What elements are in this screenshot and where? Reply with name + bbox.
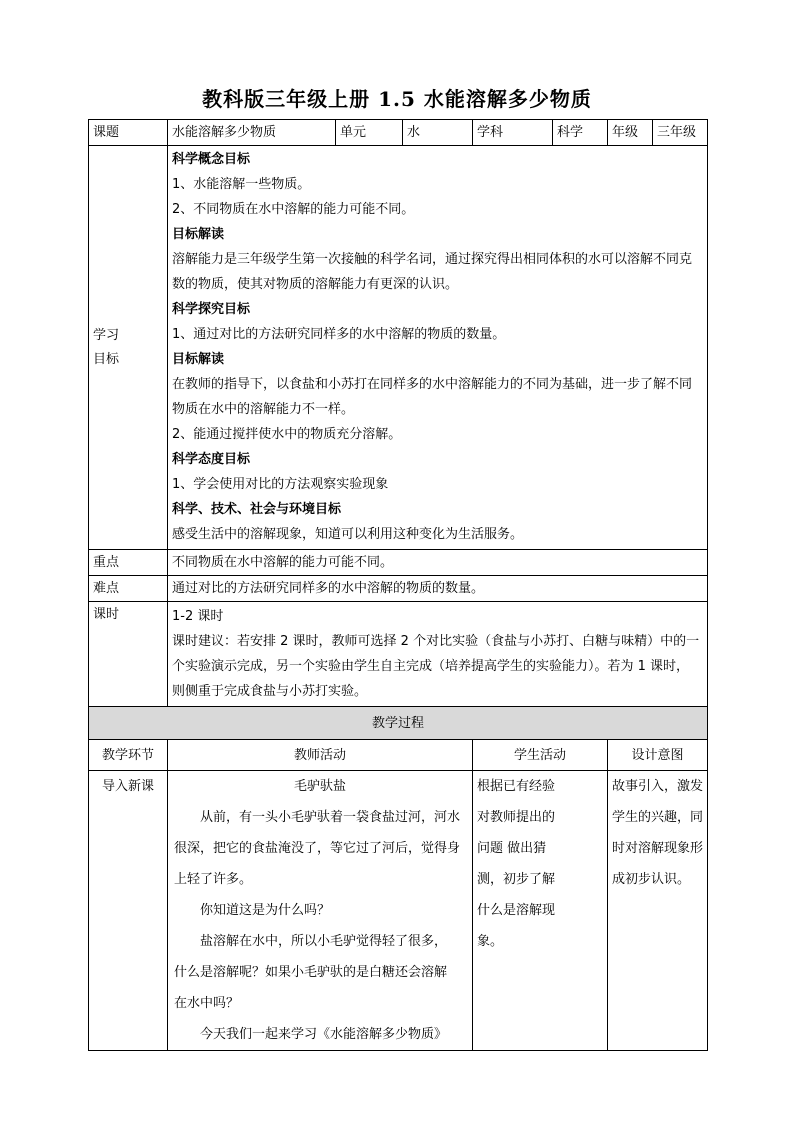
periods-line: 个实验演示完成，另一个实验由学生自主完成（培养提高学生的实验能力）。若为 1 课时，	[172, 659, 690, 674]
objective-line: 1、水能溶解一些物质。	[172, 177, 311, 192]
periods-line: 则侧重于完成食盐与小苏打实验。	[172, 684, 368, 699]
objective-line: 数的物质，使其对物质的溶解能力有更深的认识。	[172, 277, 459, 292]
process-header-student: 学生活动	[473, 740, 608, 771]
objective-line: 感受生活中的溶解现象，知道可以利用这种变化为生活服务。	[172, 527, 524, 542]
objective-line: 1、通过对比的方法研究同样多的水中溶解的物质的数量。	[172, 327, 506, 342]
objectives-label-line: 目标	[93, 351, 120, 367]
teacher-activity-line: 上轻了许多。	[174, 872, 253, 887]
teacher-activity-line: 什么是溶解呢？如果小毛驴驮的是白糖还会溶解	[174, 965, 448, 980]
objectives-label	[89, 146, 168, 550]
student-activity-line: 测，初步了解	[477, 872, 556, 887]
objectives-content	[168, 146, 708, 550]
periods-line: 1-2 课时	[172, 609, 224, 624]
objective-line: 目标解读	[172, 227, 225, 242]
periods-row	[89, 602, 708, 707]
lesson-label: 课题	[89, 120, 168, 146]
document-title: 教科版三年级上册 1.5 水能溶解多少物质	[202, 87, 592, 111]
objectives-label-line: 学习	[93, 327, 120, 343]
difficulty-label: 难点	[89, 576, 168, 602]
teacher-activity	[168, 771, 473, 1051]
design-intent	[608, 771, 708, 1051]
teacher-activity-line: 从前，有一头小毛驴驮着一袋食盐过河，河水	[200, 810, 461, 825]
unit-label: 单元	[336, 120, 403, 146]
objective-line: 溶解能力是三年级学生第一次接触的科学名词，通过探究得出相同体积的水可以溶解不同克	[172, 252, 693, 267]
process-header-teacher: 教师活动	[168, 740, 473, 771]
key-point-row	[89, 550, 708, 576]
student-activity-line: 根据已有经验	[477, 779, 556, 794]
design-intent-line: 成初步认识。	[612, 872, 691, 887]
difficulty-row	[89, 576, 708, 602]
lesson-value: 水能溶解多少物质	[168, 120, 336, 146]
teacher-activity-line: 很深，把它的食盐淹没了，等它过了河后，觉得身	[174, 841, 461, 856]
student-activity-line: 对教师提出的	[477, 810, 556, 825]
periods-label: 课时	[89, 602, 168, 707]
objective-line: 科学、技术、社会与环境目标	[172, 502, 342, 517]
periods-content	[168, 602, 708, 707]
objective-line: 物质在水中的溶解能力不一样。	[172, 402, 355, 417]
subject-label: 学科	[473, 120, 553, 146]
lesson-plan-table	[88, 119, 708, 1051]
teacher-activity-line: 盐溶解在水中，所以小毛驴觉得轻了很多，	[200, 934, 448, 949]
process-header-intent: 设计意图	[608, 740, 708, 771]
design-intent-line: 故事引入，激发	[612, 779, 704, 794]
header-row	[89, 120, 708, 146]
teacher-activity-line: 在水中吗？	[174, 996, 240, 1011]
periods-line: 课时建议：若安排 2 课时，教师可选择 2 个对比实验（食盐与小苏打、白糖与味精）中的一	[172, 634, 700, 649]
process-header-stage: 教学环节	[89, 740, 168, 771]
objectives-row	[89, 146, 708, 550]
design-intent-line: 学生的兴趣，同	[612, 810, 704, 825]
grade-label: 年级	[608, 120, 653, 146]
student-activity-line: 什么是溶解现	[477, 903, 556, 918]
teacher-activity-line: 今天我们一起来学习《水能溶解多少物质》	[200, 1027, 448, 1042]
process-section-title: 教学过程	[89, 707, 708, 740]
objective-line: 1、学会使用对比的方法观察实验现象	[172, 477, 389, 492]
objective-line: 科学态度目标	[172, 452, 251, 467]
objective-line: 科学探究目标	[172, 302, 251, 317]
difficulty-value: 通过对比的方法研究同样多的水中溶解的物质的数量。	[168, 576, 708, 602]
process-row-intro	[89, 771, 708, 1051]
process-header-row	[89, 740, 708, 771]
student-activity-line: 问题 做出猜	[477, 841, 547, 856]
teacher-activity-line: 你知道这是为什么吗？	[200, 903, 331, 918]
objective-line: 在教师的指导下，以食盐和小苏打在同样多的水中溶解能力的不同为基础，进一步了解不同	[172, 377, 693, 392]
student-activity-line: 象。	[477, 934, 504, 949]
grade-value: 三年级	[653, 120, 708, 146]
key-point-label: 重点	[89, 550, 168, 576]
design-intent-line: 时对溶解现象形	[612, 841, 704, 856]
objective-line: 目标解读	[172, 352, 225, 367]
teacher-activity-title: 毛驴驮盐	[293, 779, 346, 794]
objective-line: 2、能通过搅拌使水中的物质充分溶解。	[172, 427, 402, 442]
student-activity	[473, 771, 608, 1051]
subject-value: 科学	[553, 120, 608, 146]
process-stage: 导入新课	[89, 771, 168, 1051]
unit-value: 水	[403, 120, 473, 146]
process-section-row	[89, 707, 708, 740]
objective-line: 科学概念目标	[172, 152, 251, 167]
objective-line: 2、不同物质在水中溶解的能力可能不同。	[172, 202, 415, 217]
key-point-value: 不同物质在水中溶解的能力可能不同。	[168, 550, 708, 576]
